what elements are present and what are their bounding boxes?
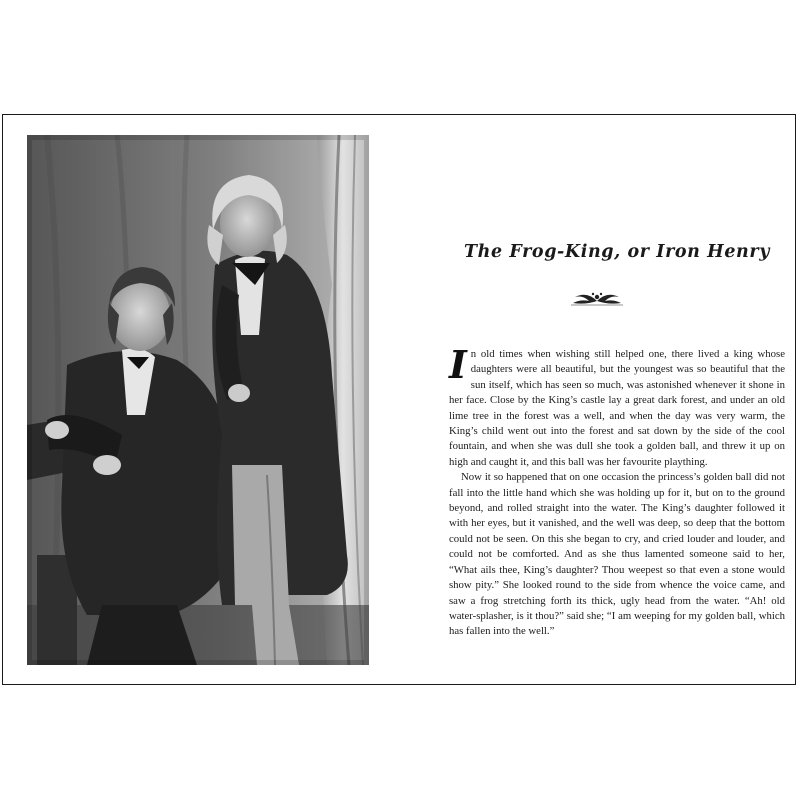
paragraph-2-text: Now it so happened that on one occasion the princess’s golden ball did not fall into the little hand which she was holding up for it, but on to the ground beyond, and rolled straight into the water. The King’s daughter followed it with her eyes, but it vanished, and the well was deep, so deep that the bottom could not be seen. On this she began to cry, and cried louder and louder, and could not be comforted. And as she thus lamented someone said to her, “What ails thee, King’s daughter? Thou weepest so that even a stone would show pity.” She looked round to the side from whence the voice came, and saw a frog stretching forth its thick, ugly head from the water. “Ah! old water-splasher, is it thou?” said she; “I am weeping for my golden ball, which has fallen into the well.” <box>449 471 785 638</box>
drop-cap: I <box>449 342 467 387</box>
paragraph-1-text: n old times when wishing still helped one, there lived a king whose daughters were all beautiful, but the youngest was so beautiful that the sun itself, which has seen so much, was astonished whenever it shone in her face. Close by the King’s castle lay a great dark forest, and under an old lime tree in the forest was a well, and when the day was very warm, the King’s child went out into the forest and sat down by the side of the cool fountain, and when she was dull she took a golden ball, and threw it up on high and caught it, and this ball was her favourite plaything. <box>449 348 785 468</box>
story-text <box>449 342 785 640</box>
book-spread <box>2 114 796 685</box>
text-page <box>449 115 785 684</box>
floral-ornament-icon <box>567 287 627 309</box>
chapter-title: The Frog-King, or Iron Henry <box>464 242 770 262</box>
paragraph <box>449 342 785 470</box>
portrait-photo <box>27 135 369 665</box>
portrait-illustration <box>27 135 369 665</box>
